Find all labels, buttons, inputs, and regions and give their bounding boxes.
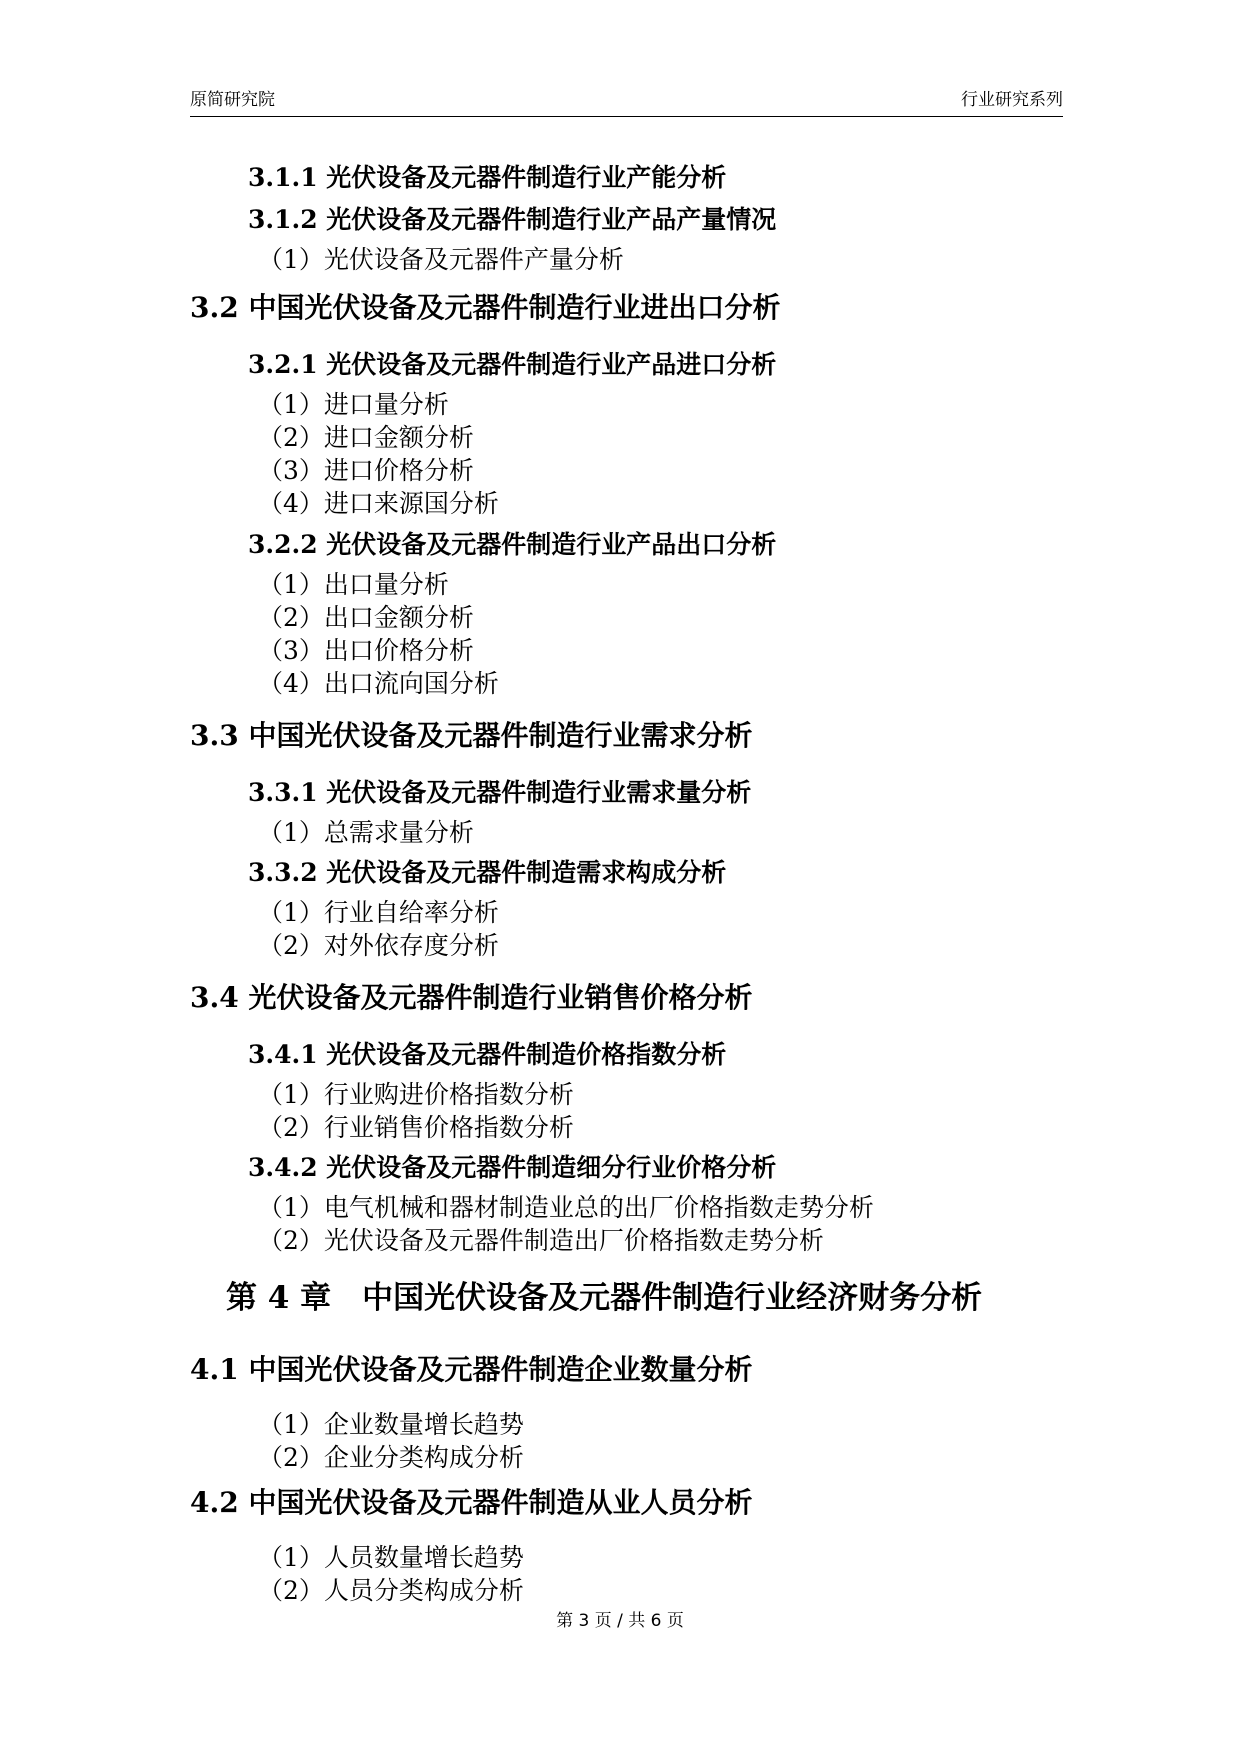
- toc-item: （3）进口价格分析: [258, 456, 474, 485]
- header-publisher: 原简研究院: [190, 90, 275, 110]
- toc-subsection: 3.2.2 光伏设备及元器件制造行业产品出口分析: [248, 530, 777, 559]
- toc-section: 4.1 中国光伏设备及元器件制造企业数量分析: [190, 1353, 753, 1386]
- toc-item: （2）出口金额分析: [258, 603, 474, 632]
- toc-item: （1）总需求量分析: [258, 818, 474, 847]
- toc-section: 3.2 中国光伏设备及元器件制造行业进出口分析: [190, 291, 781, 324]
- toc-item: （4）出口流向国分析: [258, 669, 499, 698]
- toc-subsection: 3.1.2 光伏设备及元器件制造行业产品产量情况: [248, 205, 777, 234]
- toc-item: （2）企业分类构成分析: [258, 1443, 524, 1472]
- toc-section: 3.4 光伏设备及元器件制造行业销售价格分析: [190, 981, 753, 1014]
- toc-subsection: 3.3.1 光伏设备及元器件制造行业需求量分析: [248, 778, 752, 807]
- toc-subsection: 3.3.2 光伏设备及元器件制造需求构成分析: [248, 858, 727, 887]
- toc-item: （2）光伏设备及元器件制造出厂价格指数走势分析: [258, 1226, 824, 1255]
- toc-item: （1）光伏设备及元器件产量分析: [258, 245, 624, 274]
- toc-subsection: 3.4.2 光伏设备及元器件制造细分行业价格分析: [248, 1153, 777, 1182]
- toc-item: （1）企业数量增长趋势: [258, 1410, 524, 1439]
- toc-item: （1）进口量分析: [258, 390, 449, 419]
- toc-item: （1）电气机械和器材制造业总的出厂价格指数走势分析: [258, 1193, 874, 1222]
- page-number: 第 3 页 / 共 6 页: [556, 1611, 684, 1631]
- toc-item: （1）出口量分析: [258, 570, 449, 599]
- toc-subsection: 3.4.1 光伏设备及元器件制造价格指数分析: [248, 1040, 727, 1069]
- header-series: 行业研究系列: [961, 90, 1063, 110]
- toc-item: （3）出口价格分析: [258, 636, 474, 665]
- toc-item: （2）对外依存度分析: [258, 931, 499, 960]
- toc-chapter: 第 4 章 中国光伏设备及元器件制造行业经济财务分析: [226, 1280, 983, 1316]
- toc-item: （4）进口来源国分析: [258, 489, 499, 518]
- toc-section: 3.3 中国光伏设备及元器件制造行业需求分析: [190, 719, 753, 752]
- toc-item: （1）行业自给率分析: [258, 898, 499, 927]
- toc-item: （2）进口金额分析: [258, 423, 474, 452]
- toc-item: （2）人员分类构成分析: [258, 1576, 524, 1605]
- toc-subsection: 3.1.1 光伏设备及元器件制造行业产能分析: [248, 163, 727, 192]
- toc-item: （1）人员数量增长趋势: [258, 1543, 524, 1572]
- toc-section: 4.2 中国光伏设备及元器件制造从业人员分析: [190, 1486, 753, 1519]
- toc-item: （2）行业销售价格指数分析: [258, 1113, 574, 1142]
- toc-subsection: 3.2.1 光伏设备及元器件制造行业产品进口分析: [248, 350, 777, 379]
- toc-item: （1）行业购进价格指数分析: [258, 1080, 574, 1109]
